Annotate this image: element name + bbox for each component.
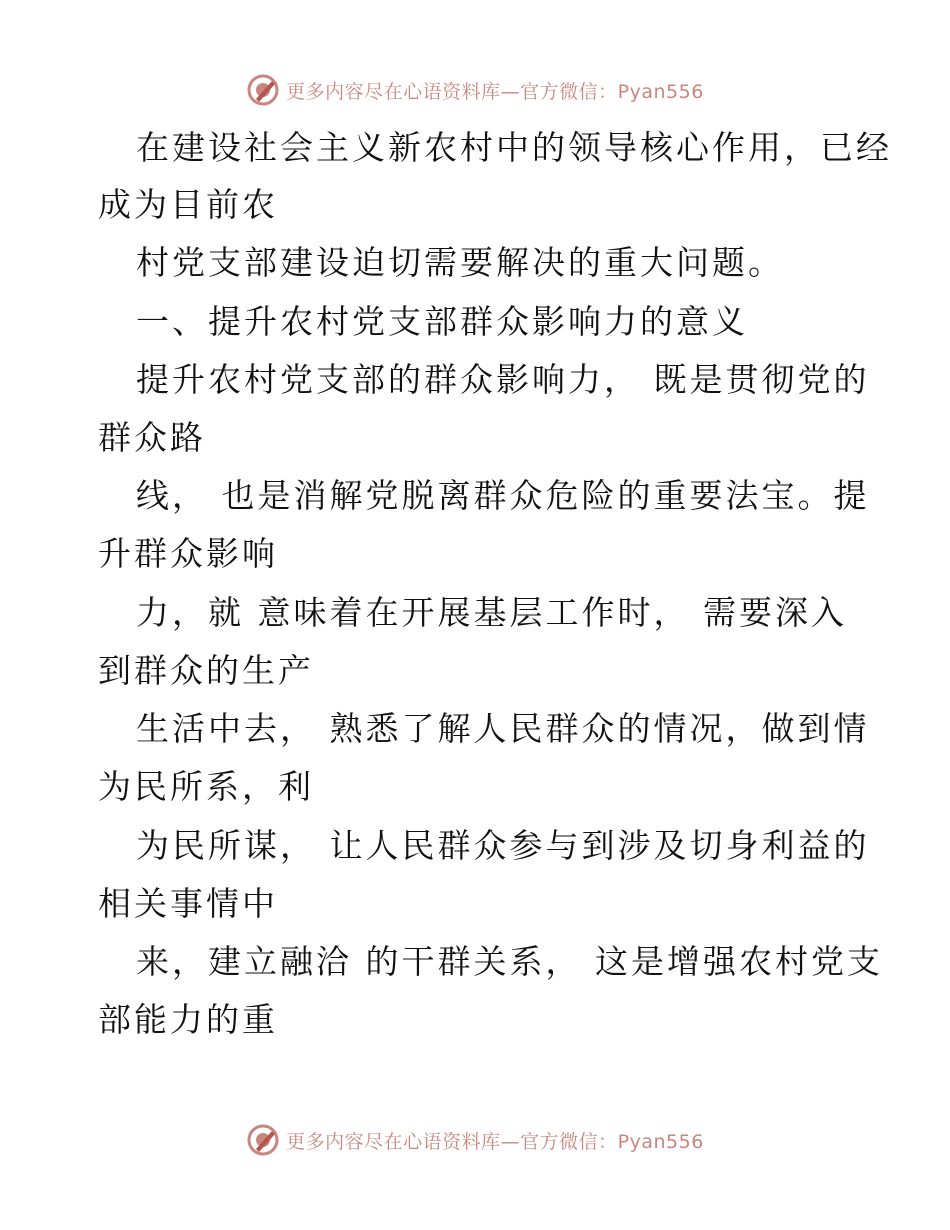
header-watermark [0,70,950,110]
body-line: 提升农村党支部的群众影响力， 既是贯彻党的 [136,360,870,399]
body-line: 为民所系，利 [98,767,314,806]
pen-logo-icon [246,1123,280,1157]
pen-logo-icon [246,73,280,107]
body-line: 村党支部建设迫切需要解决的重大问题。 [136,243,784,282]
body-line: 成为目前农 [98,185,278,224]
body-line: 在建设社会主义新农村中的领导核心作用，已经 [136,128,892,167]
body-line: 部能力的重 [98,1000,278,1039]
body-line: 力，就 意味着在开展基层工作时， 需要深入 [136,593,847,632]
body-line: 生活中去， 熟悉了解人民群众的情况，做到情 [136,709,870,748]
body-line: 群众路 [98,418,206,457]
watermark-text: 更多内容尽在心语资料库—官方微信：Pyan556 [286,1130,704,1153]
body-line: 来，建立融洽 的干群关系， 这是增强农村党支 [136,942,883,981]
body-line: 到群众的生产 [98,651,314,690]
body-line: 升群众影响 [98,534,278,573]
body-line: 相关事情中 [98,884,278,923]
watermark-text: 更多内容尽在心语资料库—官方微信：Pyan556 [286,80,704,103]
footer-watermark [0,1120,950,1160]
section-heading: 一、提升农村党支部群众影响力的意义 [136,302,748,341]
body-line: 为民所谋， 让人民群众参与到涉及切身利益的 [136,826,870,865]
body-line: 线， 也是消解党脱离群众危险的重要法宝。提 [136,476,870,515]
